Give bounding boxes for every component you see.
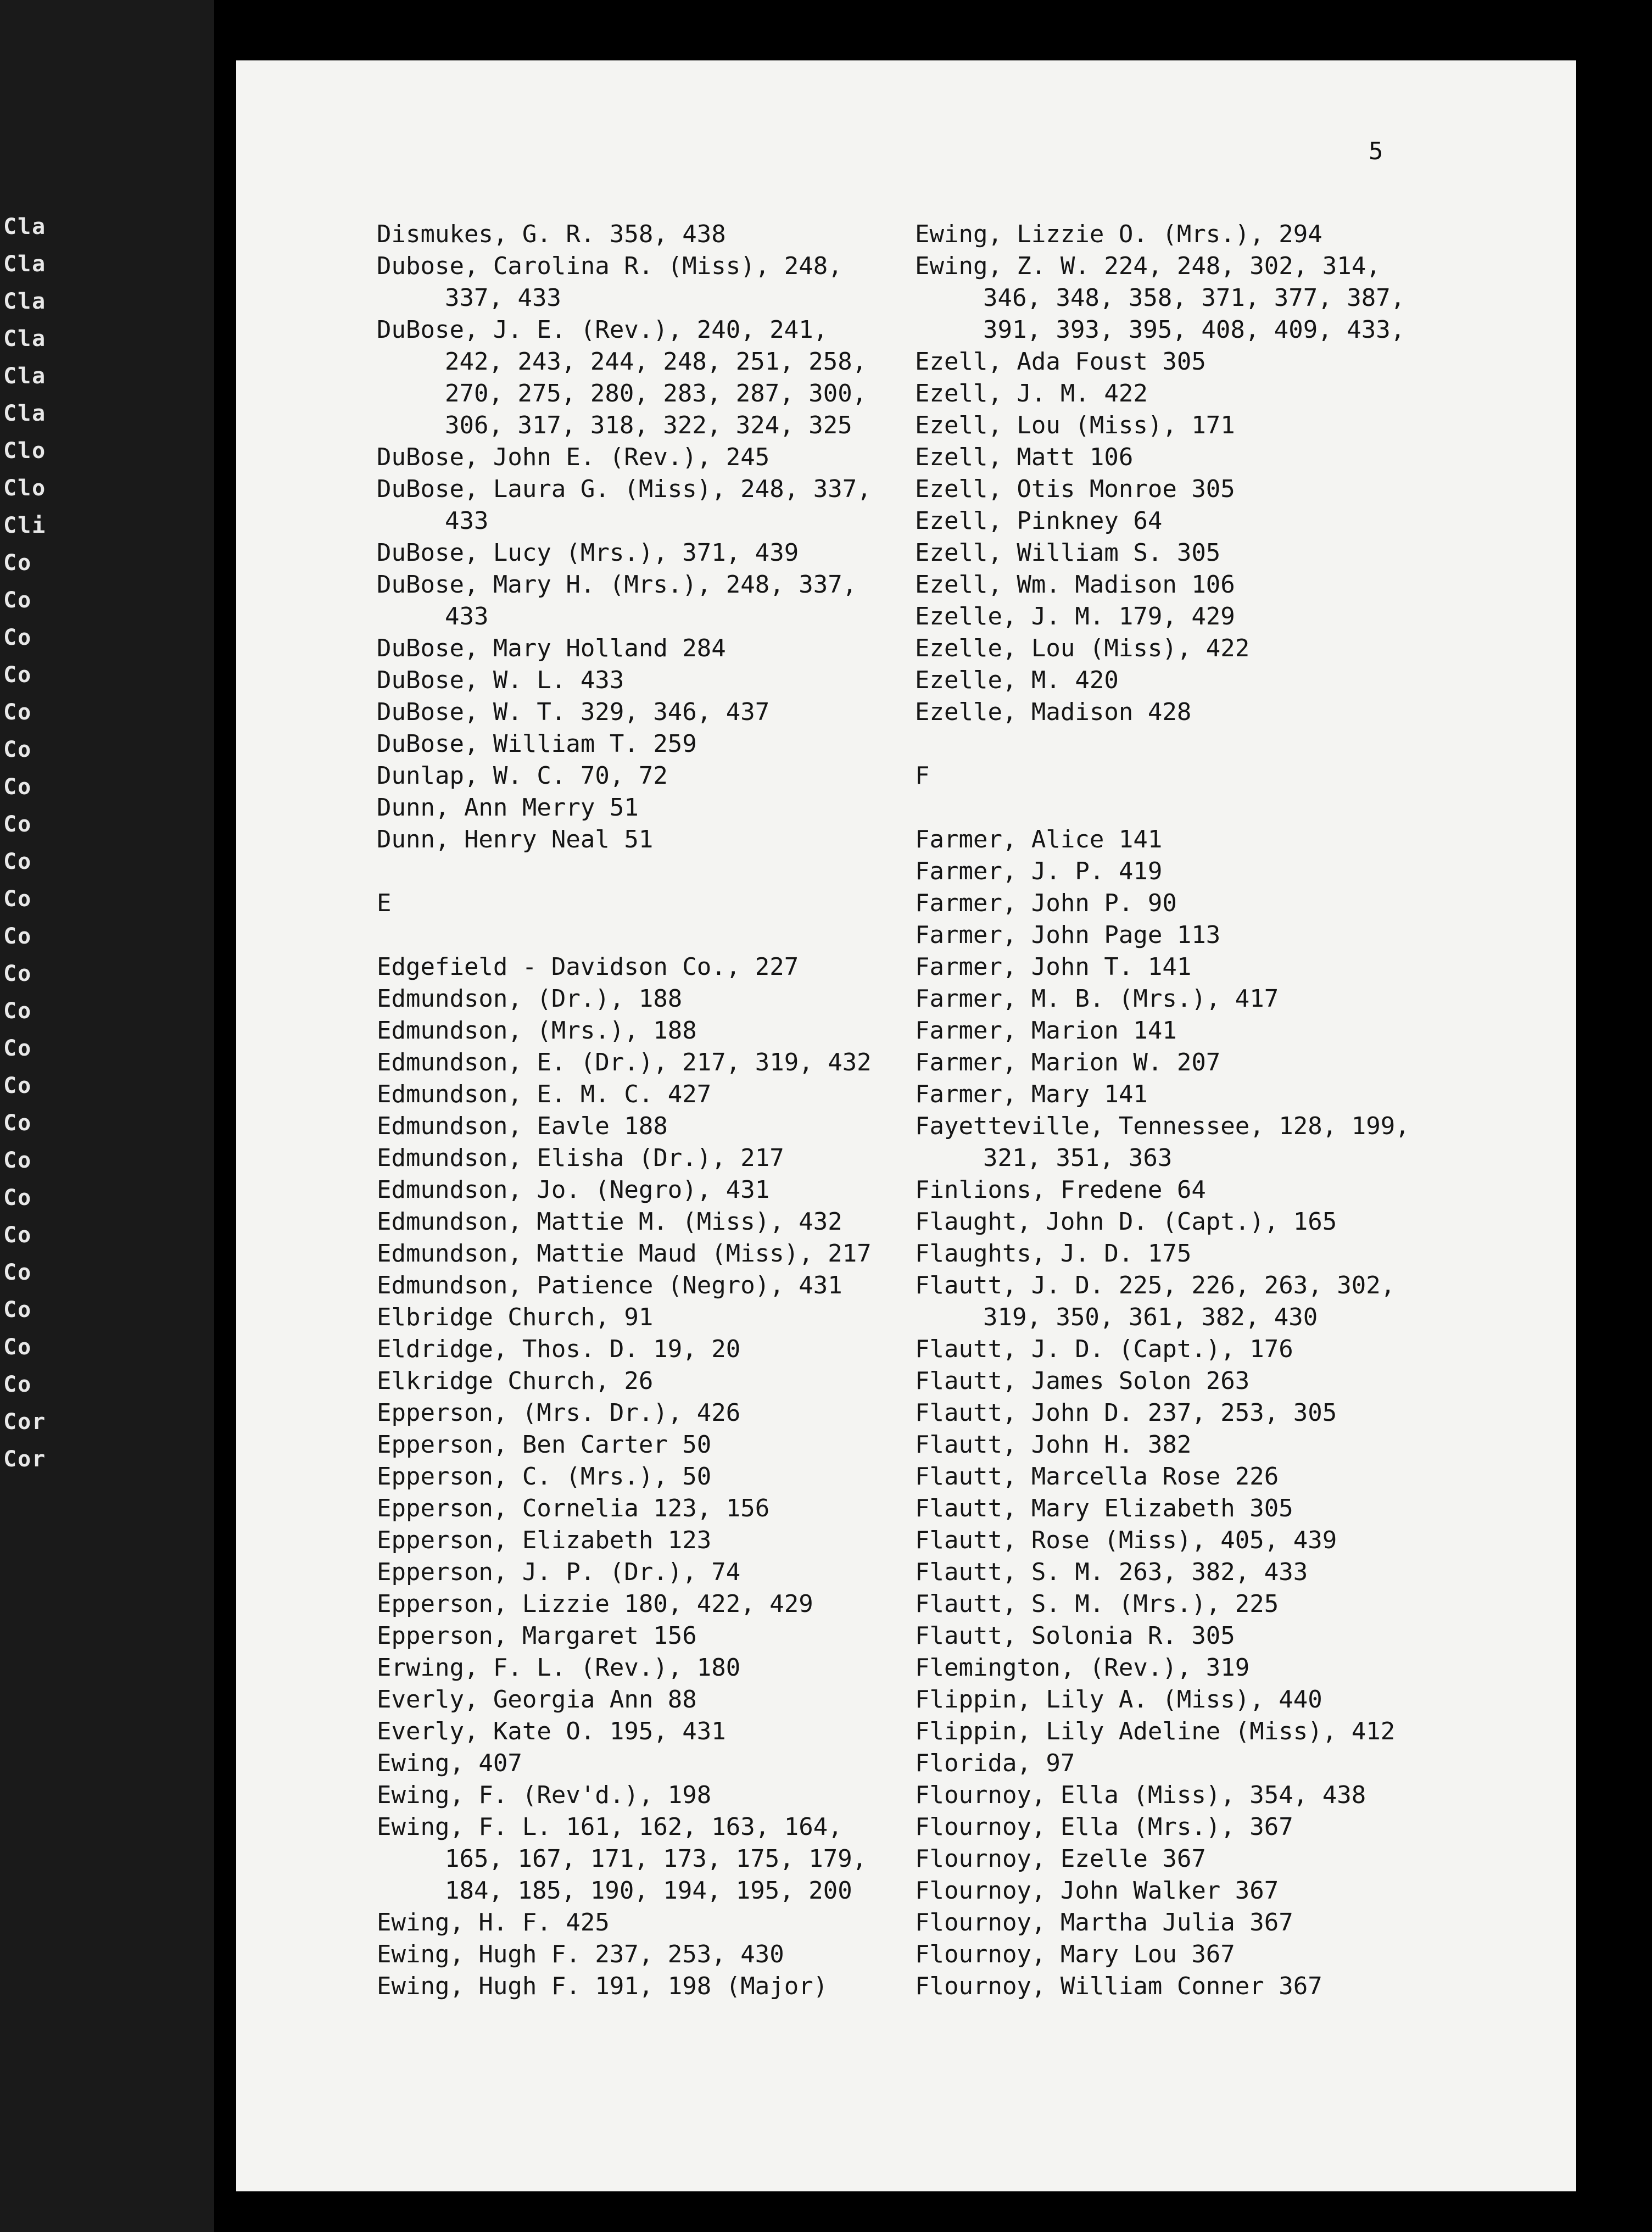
index-entry: Epperson, Lizzie 180, 422, 429 xyxy=(377,1590,813,1618)
index-column-right xyxy=(915,219,1464,2002)
index-entry: Ewing, Lizzie O. (Mrs.), 294 xyxy=(915,220,1322,248)
index-entry: Flournoy, John Walker 367 xyxy=(915,1877,1279,1905)
index-entry: Flournoy, Ezelle 367 xyxy=(915,1845,1206,1873)
edge-text-fragment: Co xyxy=(3,662,32,688)
index-entry: Dunn, Henry Neal 51 xyxy=(377,825,654,853)
index-entry-continuation: 319, 350, 361, 382, 430 xyxy=(983,1303,1318,1331)
index-entry: Ewing, Hugh F. 191, 198 (Major) xyxy=(377,1972,828,2000)
index-entry: Flaughts, J. D. 175 xyxy=(915,1240,1192,1268)
index-entry: Farmer, Alice 141 xyxy=(915,825,1163,853)
edge-text-fragment: Co xyxy=(3,1185,32,1210)
index-entry: Edmundson, Patience (Negro), 431 xyxy=(377,1271,842,1299)
index-entry: Farmer, Mary 141 xyxy=(915,1080,1148,1108)
edge-text-fragment: Cla xyxy=(3,401,47,426)
index-entry-continuation: 321, 351, 363 xyxy=(983,1144,1173,1172)
edge-text-fragment: Co xyxy=(3,1260,32,1285)
edge-text-fragment: Clo xyxy=(3,476,47,501)
index-entry: Flautt, James Solon 263 xyxy=(915,1367,1250,1395)
index-entry: Edmundson, Eavle 188 xyxy=(377,1112,668,1140)
index-entry: DuBose, J. E. (Rev.), 240, 241, xyxy=(377,316,828,344)
index-entry: Ewing, F. L. 161, 162, 163, 164, xyxy=(377,1813,842,1841)
edge-text-fragment: Co xyxy=(3,700,32,725)
index-entry: Epperson, C. (Mrs.), 50 xyxy=(377,1463,712,1491)
index-entry: Flautt, J. D. (Capt.), 176 xyxy=(915,1335,1293,1363)
index-entry: DuBose, William T. 259 xyxy=(377,730,697,758)
index-entry: Flautt, Solonia R. 305 xyxy=(915,1622,1235,1650)
index-entry: DuBose, W. L. 433 xyxy=(377,666,624,694)
index-entry: Ezelle, Madison 428 xyxy=(915,698,1192,726)
index-entry: Erwing, F. L. (Rev.), 180 xyxy=(377,1654,741,1682)
index-entry: Edmundson, (Dr.), 188 xyxy=(377,985,683,1013)
index-entry: Flournoy, Martha Julia 367 xyxy=(915,1909,1293,1937)
index-entry: Farmer, J. P. 419 xyxy=(915,857,1163,885)
index-entry: Flournoy, Ella (Miss), 354, 438 xyxy=(915,1781,1366,1809)
adjacent-page-edge xyxy=(0,0,214,2232)
edge-text-fragment: Co xyxy=(3,812,32,837)
index-entry: Everly, Kate O. 195, 431 xyxy=(377,1717,726,1745)
edge-text-fragment: Co xyxy=(3,737,32,762)
index-entry: Flautt, John H. 382 xyxy=(915,1431,1192,1459)
index-entry: DuBose, Mary H. (Mrs.), 248, 337, xyxy=(377,571,857,599)
edge-text-fragment: Cla xyxy=(3,214,47,239)
section-letter: F xyxy=(915,762,930,790)
index-entry-continuation: 270, 275, 280, 283, 287, 300, xyxy=(445,380,867,408)
index-entry-continuation: 306, 317, 318, 322, 324, 325 xyxy=(445,411,852,439)
index-entry: Dunn, Ann Merry 51 xyxy=(377,794,639,822)
edge-text-fragment: Co xyxy=(3,1372,32,1397)
index-entry: Flautt, Rose (Miss), 405, 439 xyxy=(915,1526,1337,1554)
edge-text-fragment: Cla xyxy=(3,364,47,389)
edge-text-fragment: Co xyxy=(3,961,32,986)
edge-text-fragment: Co xyxy=(3,1297,32,1323)
index-entry: Edmundson, Elisha (Dr.), 217 xyxy=(377,1144,784,1172)
index-entry: Epperson, (Mrs. Dr.), 426 xyxy=(377,1399,741,1427)
index-entry: Flournoy, Mary Lou 367 xyxy=(915,1940,1235,1968)
index-entry: Everly, Georgia Ann 88 xyxy=(377,1686,697,1714)
index-entry: Florida, 97 xyxy=(915,1749,1075,1777)
edge-text-fragment: Co xyxy=(3,998,32,1024)
index-entry: Ezelle, M. 420 xyxy=(915,666,1119,694)
index-entry: Ezell, J. M. 422 xyxy=(915,380,1148,408)
index-entry: Flaught, John D. (Capt.), 165 xyxy=(915,1208,1337,1236)
index-entry: Flautt, John D. 237, 253, 305 xyxy=(915,1399,1337,1427)
section-letter: E xyxy=(377,889,392,917)
index-entry: Ezell, Wm. Madison 106 xyxy=(915,571,1235,599)
index-entry: Dunlap, W. C. 70, 72 xyxy=(377,762,668,790)
index-entry: Edmundson, Jo. (Negro), 431 xyxy=(377,1176,770,1204)
edge-text-fragment: Cor xyxy=(3,1409,47,1435)
edge-text-fragment: Clo xyxy=(3,438,47,464)
index-entry: Flemington, (Rev.), 319 xyxy=(915,1654,1250,1682)
index-entry: Fayetteville, Tennessee, 128, 199, xyxy=(915,1112,1410,1140)
edge-text-fragment: Cla xyxy=(3,289,47,314)
index-entry: Ezelle, Lou (Miss), 422 xyxy=(915,634,1250,662)
index-entry: Flautt, Mary Elizabeth 305 xyxy=(915,1494,1293,1522)
edge-text-fragment: Cli xyxy=(3,513,47,538)
index-entry: Edmundson, E. M. C. 427 xyxy=(377,1080,712,1108)
index-entry: Flautt, Marcella Rose 226 xyxy=(915,1463,1279,1491)
edge-text-fragment: Co xyxy=(3,1335,32,1360)
index-entry: Elbridge Church, 91 xyxy=(377,1303,654,1331)
edge-text-fragment: Cla xyxy=(3,326,47,351)
index-entry: Epperson, Elizabeth 123 xyxy=(377,1526,712,1554)
index-entry: Ezell, William S. 305 xyxy=(915,539,1221,567)
index-entry: Dismukes, G. R. 358, 438 xyxy=(377,220,726,248)
edge-text-fragment: Co xyxy=(3,849,32,874)
edge-text-fragment: Co xyxy=(3,550,32,576)
index-entry: Epperson, J. P. (Dr.), 74 xyxy=(377,1558,741,1586)
index-entry: Ezelle, J. M. 179, 429 xyxy=(915,602,1235,630)
index-entry: Farmer, M. B. (Mrs.), 417 xyxy=(915,985,1279,1013)
edge-text-fragment: Co xyxy=(3,1148,32,1173)
index-entry: DuBose, Lucy (Mrs.), 371, 439 xyxy=(377,539,799,567)
index-entry: Ewing, Z. W. 224, 248, 302, 314, xyxy=(915,252,1381,280)
index-entry: Edmundson, Mattie Maud (Miss), 217 xyxy=(377,1240,872,1268)
edge-text-fragment: Co xyxy=(3,588,32,613)
index-entry: Dubose, Carolina R. (Miss), 248, xyxy=(377,252,842,280)
index-entry: Farmer, John Page 113 xyxy=(915,921,1221,949)
index-entry-continuation: 433 xyxy=(445,507,489,535)
index-entry: Edmundson, Mattie M. (Miss), 432 xyxy=(377,1208,842,1236)
page-number: 5 xyxy=(1369,137,1383,165)
index-entry: Ezell, Ada Foust 305 xyxy=(915,348,1206,376)
index-entry: Farmer, John T. 141 xyxy=(915,953,1192,981)
edge-text-fragment: Co xyxy=(3,1073,32,1098)
index-entry: Epperson, Margaret 156 xyxy=(377,1622,697,1650)
index-entry: Ewing, H. F. 425 xyxy=(377,1909,610,1937)
index-entry: Flournoy, William Conner 367 xyxy=(915,1972,1322,2000)
edge-text-fragment: Co xyxy=(3,774,32,800)
index-entry-continuation: 337, 433 xyxy=(445,284,561,312)
index-entry: Ewing, Hugh F. 237, 253, 430 xyxy=(377,1940,784,1968)
index-column-left xyxy=(377,219,926,2002)
edge-text-fragment: Co xyxy=(3,924,32,949)
index-entry: Ewing, 407 xyxy=(377,1749,522,1777)
index-entry-continuation: 242, 243, 244, 248, 251, 258, xyxy=(445,348,867,376)
index-entry-continuation: 165, 167, 171, 173, 175, 179, xyxy=(445,1845,867,1873)
index-entry: Finlions, Fredene 64 xyxy=(915,1176,1206,1204)
index-entry-continuation: 433 xyxy=(445,602,489,630)
index-entry: Flautt, S. M. (Mrs.), 225 xyxy=(915,1590,1279,1618)
index-entry: Farmer, Marion W. 207 xyxy=(915,1048,1221,1076)
index-entry: Ewing, F. (Rev'd.), 198 xyxy=(377,1781,712,1809)
edge-text-fragment: Co xyxy=(3,625,32,650)
index-entry: Edmundson, E. (Dr.), 217, 319, 432 xyxy=(377,1048,872,1076)
index-entry: Ezell, Otis Monroe 305 xyxy=(915,475,1235,503)
index-entry: Farmer, John P. 90 xyxy=(915,889,1177,917)
index-entry: Flippin, Lily A. (Miss), 440 xyxy=(915,1686,1322,1714)
index-entry: Ezell, Lou (Miss), 171 xyxy=(915,411,1235,439)
index-entry: Edgefield - Davidson Co., 227 xyxy=(377,953,799,981)
edge-text-fragment: Co xyxy=(3,1223,32,1248)
index-entry: DuBose, John E. (Rev.), 245 xyxy=(377,443,770,471)
index-entry: Eldridge, Thos. D. 19, 20 xyxy=(377,1335,741,1363)
index-entry: DuBose, Mary Holland 284 xyxy=(377,634,726,662)
index-entry-continuation: 346, 348, 358, 371, 377, 387, xyxy=(983,284,1405,312)
index-entry: Elkridge Church, 26 xyxy=(377,1367,654,1395)
index-entry-continuation: 184, 185, 190, 194, 195, 200 xyxy=(445,1877,852,1905)
index-entry: Edmundson, (Mrs.), 188 xyxy=(377,1017,697,1045)
index-entry: Farmer, Marion 141 xyxy=(915,1017,1177,1045)
index-entry: Flippin, Lily Adeline (Miss), 412 xyxy=(915,1717,1396,1745)
edge-text-fragment: Cor xyxy=(3,1447,47,1472)
index-entry-continuation: 391, 393, 395, 408, 409, 433, xyxy=(983,316,1405,344)
edge-text-fragment: Co xyxy=(3,886,32,912)
index-entry: Flautt, J. D. 225, 226, 263, 302, xyxy=(915,1271,1396,1299)
index-entry: DuBose, W. T. 329, 346, 437 xyxy=(377,698,770,726)
index-entry: Ezell, Matt 106 xyxy=(915,443,1134,471)
index-entry: Flautt, S. M. 263, 382, 433 xyxy=(915,1558,1308,1586)
index-entry: Epperson, Cornelia 123, 156 xyxy=(377,1494,770,1522)
edge-text-fragment: Co xyxy=(3,1036,32,1061)
index-entry: Flournoy, Ella (Mrs.), 367 xyxy=(915,1813,1293,1841)
index-entry: DuBose, Laura G. (Miss), 248, 337, xyxy=(377,475,872,503)
edge-text-fragment: Co xyxy=(3,1111,32,1136)
index-entry: Ezell, Pinkney 64 xyxy=(915,507,1163,535)
edge-text-fragment: Cla xyxy=(3,252,47,277)
index-entry: Epperson, Ben Carter 50 xyxy=(377,1431,712,1459)
